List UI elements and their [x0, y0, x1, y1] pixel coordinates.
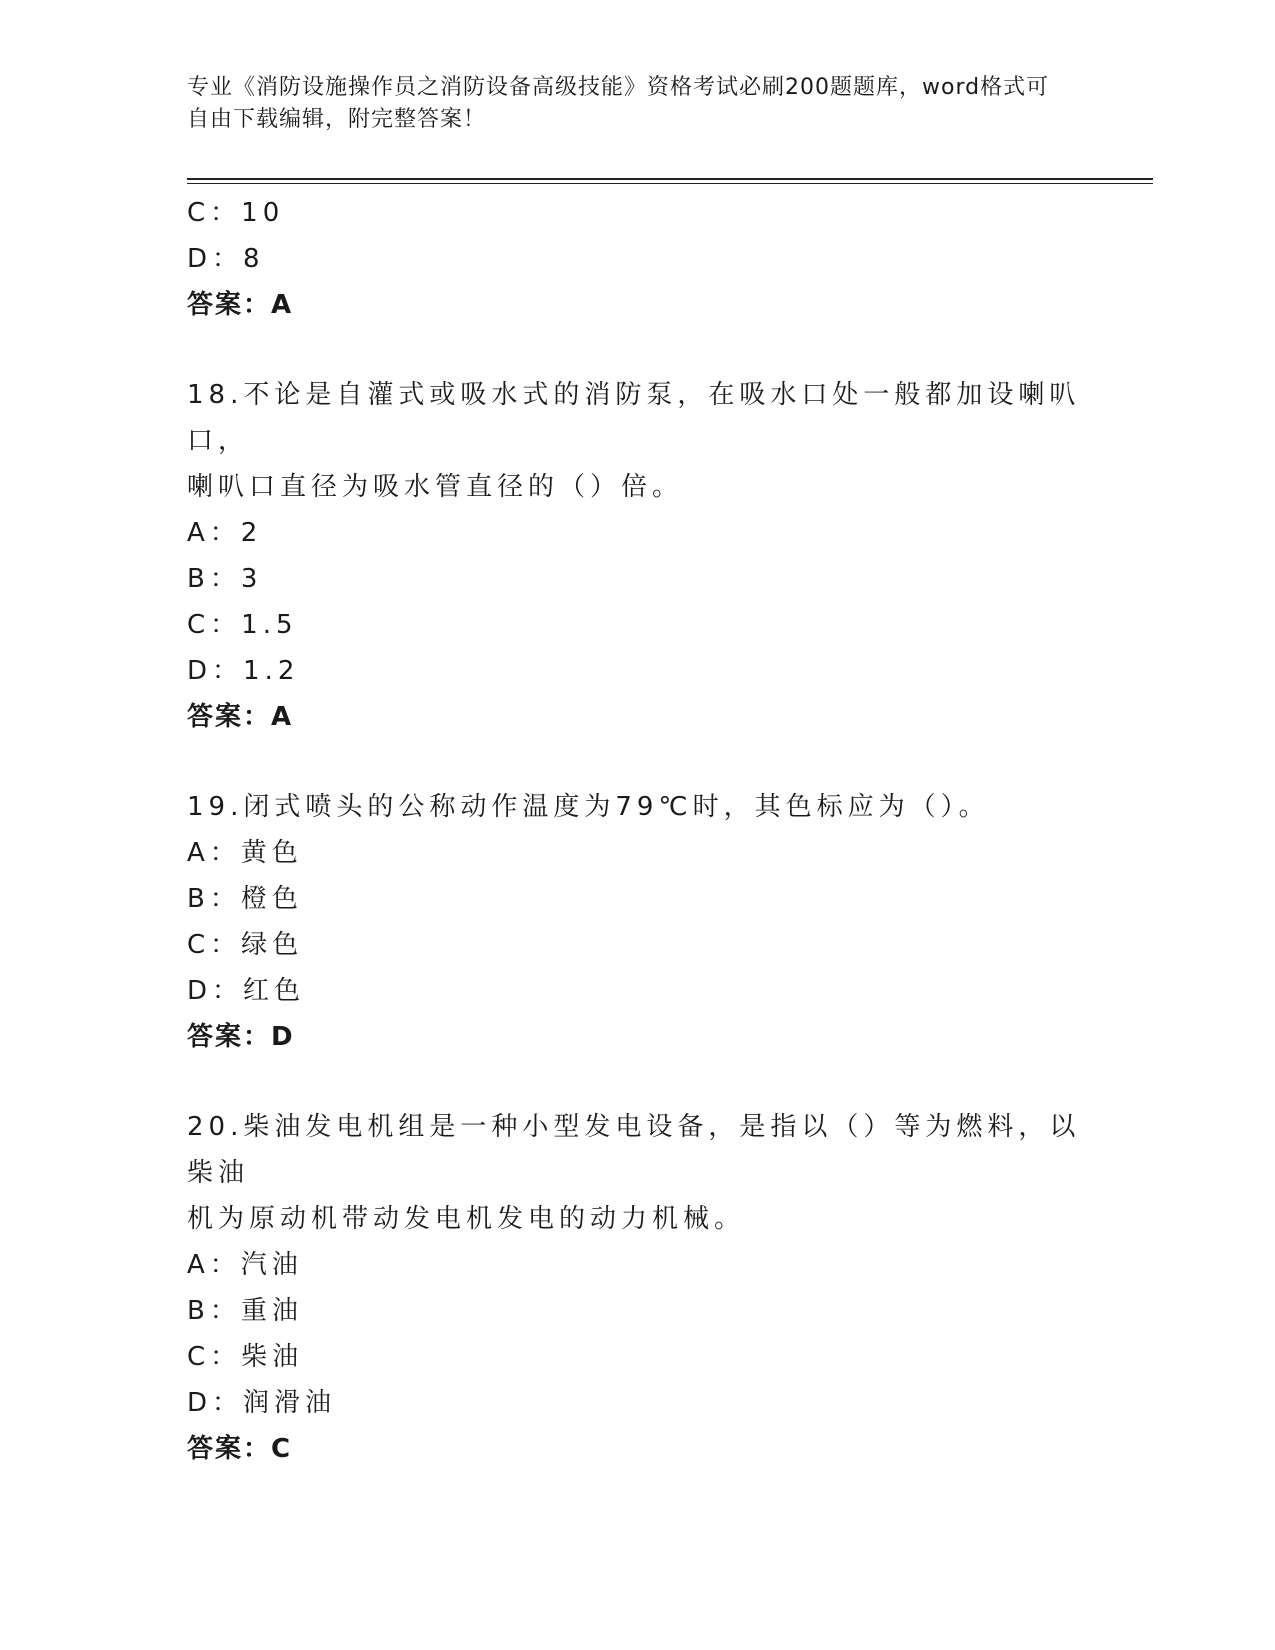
- option-b: B：3: [187, 564, 263, 594]
- header-title: 专业《消防设施操作员之消防设备高级技能》资格考试必刷200题题库，word格式可自由下载编辑，附完整答案！: [187, 75, 1050, 132]
- option-d: D：1.2: [187, 656, 300, 686]
- option-a: A：2: [187, 518, 263, 548]
- spacer: [187, 1060, 1087, 1104]
- question-20: [187, 1104, 1087, 1472]
- option-a: A：汽油: [187, 1250, 303, 1280]
- option-a: A：黄色: [187, 838, 303, 868]
- option-d: D：润滑油: [187, 1388, 337, 1418]
- question-18: [187, 372, 1087, 740]
- option-b: B：重油: [187, 1296, 303, 1326]
- question-17-tail: [187, 190, 1087, 328]
- option-d: D：红色: [187, 976, 306, 1006]
- spacer: [187, 740, 1087, 784]
- option-c: C：绿色: [187, 930, 304, 960]
- question-stem-line: 20.柴油发电机组是一种小型发电设备，是指以（）等为燃料，以柴油: [187, 1112, 1081, 1188]
- option-b: B：橙色: [187, 884, 303, 914]
- option-c: C：10: [187, 198, 285, 228]
- question-19: [187, 784, 1087, 1060]
- question-stem-line: 18.不论是自灌式或吸水式的消防泵，在吸水口处一般都加设喇叭口，: [187, 380, 1081, 456]
- option-c: C：1.5: [187, 610, 298, 640]
- answer-line: 答案：C: [187, 1434, 293, 1464]
- document-header: [187, 72, 1067, 136]
- question-stem-line: 喇叭口直径为吸水管直径的（）倍。: [187, 472, 684, 502]
- answer-line: 答案：D: [187, 1022, 295, 1052]
- spacer: [187, 328, 1087, 372]
- question-stem-line: 19.闭式喷头的公称动作温度为79℃时，其色标应为（）。: [187, 792, 990, 822]
- option-d: D：8: [187, 244, 265, 274]
- answer-line: 答案：A: [187, 702, 294, 732]
- header-rule-thick: [187, 178, 1153, 180]
- option-c: C：柴油: [187, 1342, 304, 1372]
- question-stem-line: 机为原动机带动发电机发电的动力机械。: [187, 1204, 746, 1234]
- question-list: [187, 190, 1087, 1472]
- answer-line: 答案：A: [187, 290, 294, 320]
- header-rule-thin: [187, 183, 1153, 184]
